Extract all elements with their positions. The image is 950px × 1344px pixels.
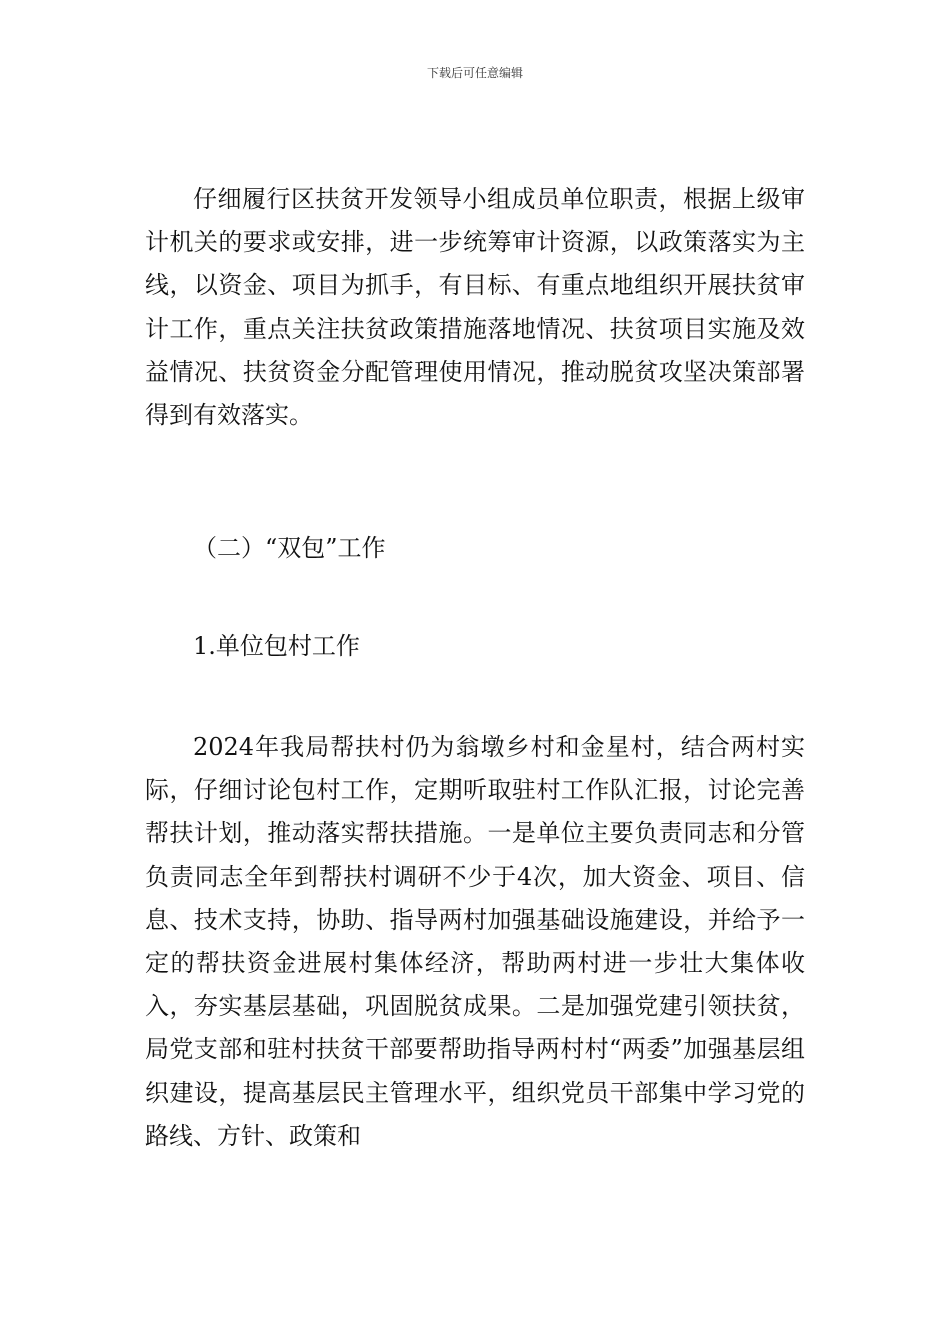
- page-header: 下载后可任意编辑: [426, 66, 523, 80]
- paragraph-village-assistance: 2024年我局帮扶村仍为翁墩乡村和金星村，结合两村实际，仔细讨论包村工作，定期听取驻村工作队汇报，讨论完善帮扶计划，推动落实帮扶措施。一是单位主要负责同志和分管负责同志全年到帮扶村调研不少于4次，加大资金、项目、信息、技术支持，协助、指导两村加强基础设施建设，并给予一定的帮扶资金进展村集体经济，帮助两村进一步壮大集体收入，夯实基层基础，巩固脱贫成果。二是加强党建引领扶贫，局党支部和驻村扶贫干部要帮助指导两村村“两委”加强基层组织建设，提高基层民主管理水平，组织党员干部集中学习党的路线、方针、政策和: [145, 733, 805, 1150]
- paragraph-audit-duties: 仔细履行区扶贫开发领导小组成员单位职责，根据上级审计机关的要求或安排，进一步统筹审计资源，以政策落实为主线，以资金、项目为抓手，有目标、有重点地组织开展扶贫审计工作，重点关注扶贫政策措施落地情况、扶贫项目实施及效益情况、扶贫资金分配管理使用情况，推动脱贫攻坚决策部署得到有效落实。: [145, 185, 805, 430]
- subsection-heading-unit-village: 1.单位包村工作: [193, 632, 360, 660]
- section-heading-double-package: （二）“双包”工作: [193, 534, 386, 562]
